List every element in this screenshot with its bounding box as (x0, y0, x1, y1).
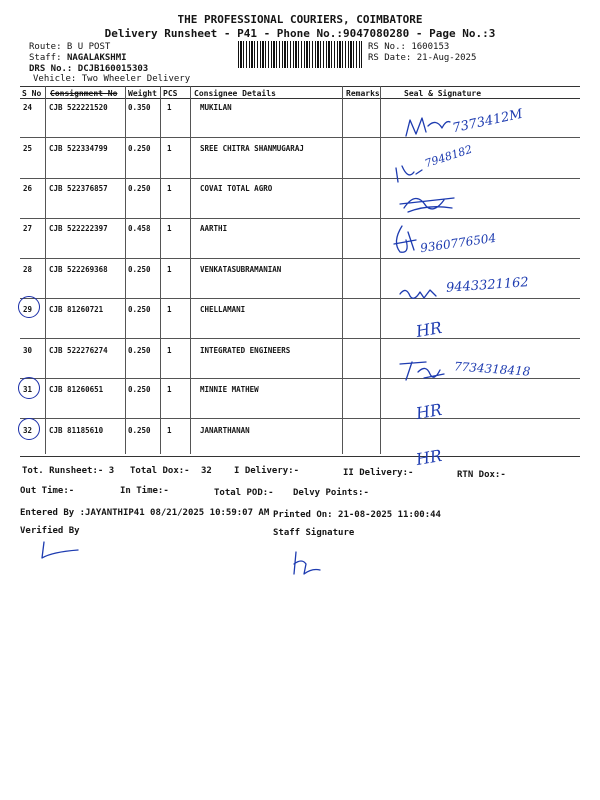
col-remarks: Remarks (346, 89, 380, 98)
row-weight: 0.350 (128, 103, 151, 112)
row-pcs: 1 (167, 224, 172, 233)
row-divider (20, 338, 580, 339)
row-sno: 30 (23, 346, 33, 355)
row-consignment: CJB 81260651 (49, 385, 104, 394)
row-consignee: MINNIE MATHEW (200, 385, 259, 394)
drs-field (29, 64, 148, 74)
row-divider (20, 258, 580, 259)
row-weight: 0.250 (128, 144, 151, 153)
row-weight: 0.250 (128, 346, 151, 355)
out-time: Out Time:- (20, 486, 75, 496)
table-header-rule (20, 98, 580, 99)
col-consignment: Consignment No (50, 89, 118, 98)
tot-runsheet: Tot. Runsheet:- 3 (22, 466, 115, 476)
row-weight: 0.458 (128, 224, 151, 233)
table-bottom-rule (20, 456, 580, 457)
staff-signature-label: Staff Signature (273, 528, 355, 538)
vehicle-label: Vehicle: Two Wheeler Delivery (33, 74, 191, 84)
row-pcs: 1 (167, 103, 172, 112)
staff-signature-mark (290, 548, 326, 578)
handwritten-phone: 7948182 (423, 142, 474, 171)
handwritten-phone: 7734318418 (453, 359, 531, 379)
row-divider (20, 218, 580, 219)
staff-field (29, 53, 127, 63)
handwritten-phone: 7373412M (451, 106, 524, 137)
col-divider (125, 86, 126, 454)
row-consignee: INTEGRATED ENGINEERS (200, 346, 291, 355)
entered-by: Entered By :JAYANTHIP41 08/21/2025 10:59:07 AM (20, 508, 270, 518)
handwritten-initials: HR (414, 317, 444, 342)
row-divider (20, 178, 580, 179)
row-sno: 28 (23, 265, 33, 274)
row-consignment: CJB 522276274 (49, 346, 108, 355)
row-consignee: COVAI TOTAL AGRO (200, 184, 273, 193)
staff-label: Staff: (29, 53, 62, 63)
col-pcs: PCS (163, 89, 178, 98)
row-pcs: 1 (167, 385, 172, 394)
runsheet-title: Delivery Runsheet - P41 - Phone No.:9047080280 - Page No.:3 (104, 27, 496, 40)
row-sno: 26 (23, 184, 33, 193)
signature-mark (402, 112, 452, 144)
row-consignee: JANARTHANAN (200, 426, 250, 435)
row-pcs: 1 (167, 426, 172, 435)
row-consignment: CJB 522334799 (49, 144, 108, 153)
row-consignee: VENKATASUBRAMANIAN (200, 265, 282, 274)
col-divider (160, 86, 161, 454)
row-pcs: 1 (167, 184, 172, 193)
row-pcs: 1 (167, 265, 172, 274)
row-sno: 29 (23, 305, 33, 314)
sno-circle-mark (18, 377, 40, 399)
row-pcs: 1 (167, 305, 172, 314)
row-divider (20, 298, 580, 299)
row-sno: 24 (23, 103, 33, 112)
signature-mark (396, 356, 448, 384)
row-consignment: CJB 522221520 (49, 103, 108, 112)
signature-mark (398, 282, 442, 304)
sno-circle-mark (18, 418, 40, 440)
row-sno: 32 (23, 426, 33, 435)
col-sno: S No (22, 89, 42, 98)
row-consignment: CJB 81260721 (49, 305, 104, 314)
row-sno: 31 (23, 385, 33, 394)
route-label: Route: B U POST (29, 42, 111, 52)
row-consignment: CJB 522269368 (49, 265, 108, 274)
verified-by-label: Verified By (20, 526, 80, 536)
col-divider (190, 86, 191, 454)
col-weight: Weight (128, 89, 157, 98)
row-weight: 0.250 (128, 265, 151, 274)
in-time: In Time:- (120, 486, 169, 496)
signature-mark (392, 160, 426, 186)
row-consignment: CJB 522376857 (49, 184, 108, 193)
staff-value: NAGALAKSHMI (66, 53, 127, 63)
col-divider (380, 86, 381, 454)
row-divider (20, 418, 580, 419)
drs-label: DRS No.: (29, 64, 73, 74)
row-weight: 0.250 (128, 385, 151, 394)
barcode (238, 41, 362, 68)
rs-number: RS No.: 1600153 (368, 42, 450, 52)
row-divider (20, 137, 580, 138)
row-weight: 0.250 (128, 426, 151, 435)
delvy-points: Delvy Points:- (293, 488, 369, 498)
row-pcs: 1 (167, 346, 172, 355)
total-dox-label: Total Dox:- (130, 466, 190, 476)
verified-signature-mark (38, 538, 82, 562)
ii-delivery: II Delivery:- (343, 468, 414, 478)
row-sno: 25 (23, 144, 33, 153)
col-signature: Seal & Signature (404, 89, 482, 98)
handwritten-phone: 9443321162 (445, 275, 530, 296)
total-pod: Total POD:- (214, 488, 274, 498)
company-title: THE PROFESSIONAL COURIERS, COIMBATORE (177, 13, 423, 26)
signature-mark (398, 188, 458, 218)
col-consignee: Consignee Details (194, 89, 276, 98)
row-consignment: CJB 522222397 (49, 224, 108, 233)
col-divider (45, 86, 46, 454)
col-divider (342, 86, 343, 454)
handwritten-initials: HR (414, 399, 444, 424)
printed-on: Printed On: 21-08-2025 11:00:44 (273, 510, 441, 520)
row-pcs: 1 (167, 144, 172, 153)
row-consignee: SREE CHITRA SHANMUGARAJ (200, 144, 304, 153)
handwritten-initials: HR (414, 445, 444, 470)
row-weight: 0.250 (128, 184, 151, 193)
table-top-rule (20, 86, 580, 87)
row-consignee: AARTHI (200, 224, 228, 233)
row-consignee: CHELLAMANI (200, 305, 246, 314)
row-weight: 0.250 (128, 305, 151, 314)
row-divider (20, 378, 580, 379)
signature-mark (388, 222, 422, 258)
rs-date: RS Date: 21-Aug-2025 (368, 53, 477, 63)
row-sno: 27 (23, 224, 33, 233)
total-dox-value: 32 (201, 466, 212, 476)
rtn-dox: RTN Dox:- (457, 470, 506, 480)
i-delivery: I Delivery:- (234, 466, 300, 476)
sno-circle-mark (18, 296, 40, 318)
handwritten-phone: 9360776504 (419, 230, 497, 256)
drs-value: DCJB160015303 (77, 64, 149, 74)
row-consignee: MUKILAN (200, 103, 232, 112)
row-consignment: CJB 81185610 (49, 426, 104, 435)
